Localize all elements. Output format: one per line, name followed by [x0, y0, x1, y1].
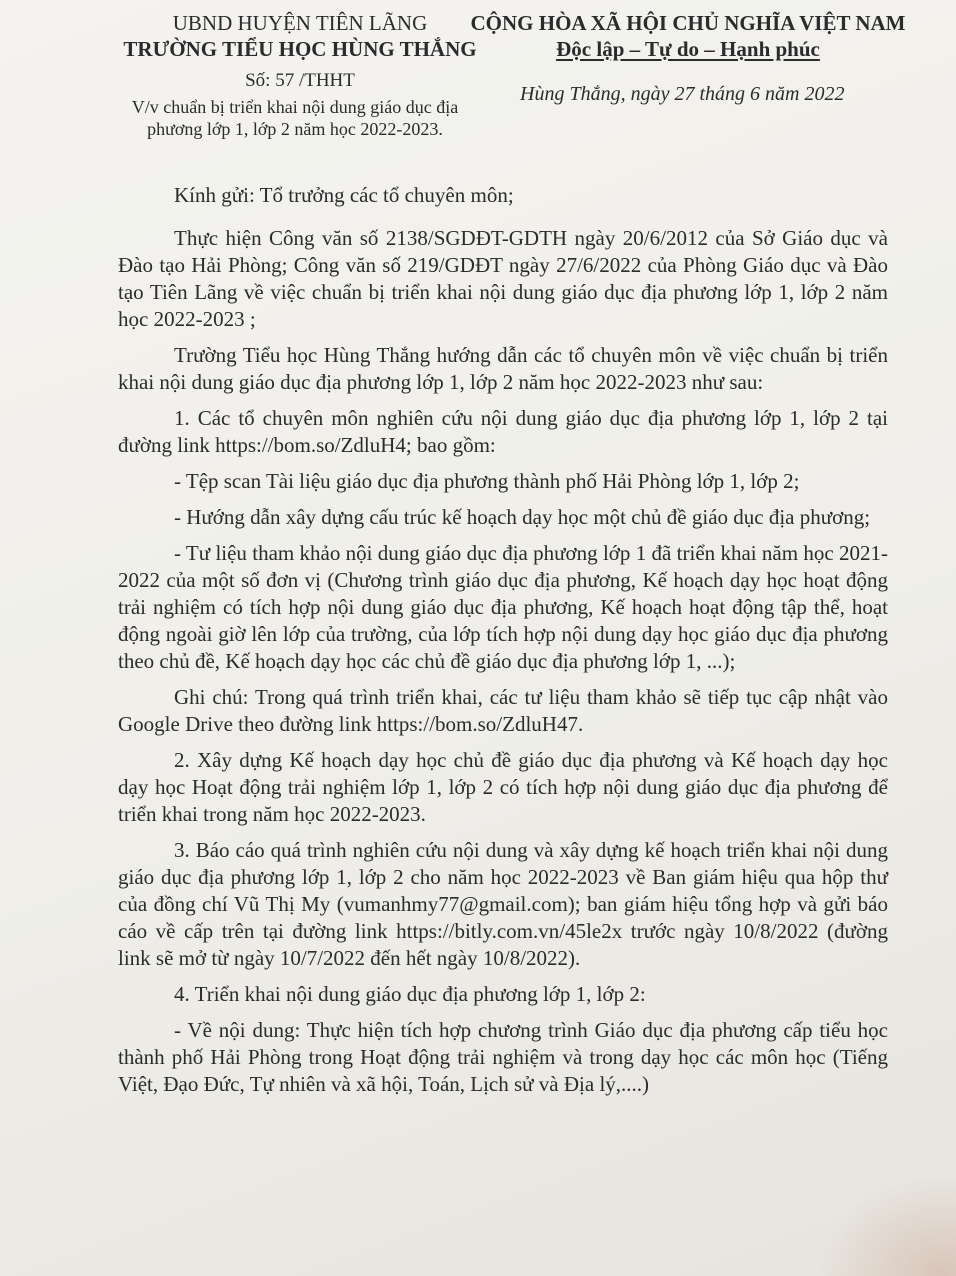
finger-shadow: [816, 1176, 956, 1276]
item-1-a: - Tệp scan Tài liệu giáo dục địa phương thành phố Hải Phòng lớp 1, lớp 2;: [174, 469, 800, 493]
item-4: 4. Triển khai nội dung giáo dục địa phương lớp 1, lớp 2:: [174, 982, 646, 1006]
item-3: 3. Báo cáo quá trình nghiên cứu nội dung và xây dựng kế hoạch triển khai nội dung giáo dục địa phương lớp 1, lớp 2 cho năm học 2022-2023 về Ban giám hiệu qua hộp thư của đồng chí Vũ Thị My (vumanhmy77@gmail.com); ban giám hiệu tổng hợp và gửi báo cáo về cấp trên tại đường link https://bitly.com.vn/45le2x trước ngày 10/8/2022 (đường link sẽ mở từ ngày 10/7/2022 đến hết ngày 10/8/2022).: [118, 838, 888, 970]
national-motto: [468, 10, 908, 62]
school-name: TRƯỜNG TIỂU HỌC HÙNG THẮNG: [123, 37, 477, 61]
item-4-a: - Về nội dung: Thực hiện tích hợp chương trình Giáo dục địa phương cấp tiểu học thành phố Hải Phòng trong Hoạt động trải nghiệm và trong dạy học các môn học (Tiếng Việt, Đạo Đức, Tự nhiên và xã hội, Toán, Lịch sử và Địa lý,....): [118, 1018, 888, 1096]
item-1-c: - Tư liệu tham khảo nội dung giáo dục địa phương lớp 1 đã triển khai năm học 2021-2022 của một số đơn vị (Chương trình giáo dục địa phương, Kế hoạch dạy học hoạt động trải nghiệm có tích hợp nội dung giáo dục địa phương, Kế hoạch hoạt động tập thể, hoạt động ngoài giờ lên lớp của trường, của lớp tích hợp nội dung dạy học giáo dục địa phương theo chủ đề, Kế hoạch dạy học các chủ đề giáo dục địa phương lớp 1, ...);: [118, 541, 888, 673]
issuing-agency: [110, 10, 490, 62]
document-date: Hùng Thắng, ngày 27 tháng 6 năm 2022: [520, 83, 845, 105]
item-1-b: - Hướng dẫn xây dựng cấu trúc kế hoạch dạy học một chủ đề giáo dục địa phương;: [174, 505, 871, 529]
item-2: 2. Xây dựng Kế hoạch dạy học chủ đề giáo dục địa phương và Kế hoạch dạy học dạy học Hoạt động trải nghiệm lớp 1, lớp 2 có tích hợp nội dung giáo dục địa phương để triển khai trong năm học 2022-2023.: [118, 748, 888, 826]
motto: Độc lập – Tự do – Hạnh phúc: [556, 37, 820, 61]
note: Ghi chú: Trong quá trình triển khai, các tư liệu tham khảo sẽ tiếp tục cập nhật vào Google Drive theo đường link https://bom.so/ZdluH47.: [118, 685, 888, 736]
document-number: Số: 57 /THHT: [245, 70, 355, 91]
paragraph-intro: Trường Tiểu học Hùng Thắng hướng dẫn các tổ chuyên môn về việc chuẩn bị triển khai nội dung giáo dục địa phương lớp 1, lớp 2 năm học 2022-2023 như sau:: [118, 343, 888, 394]
nation-name: CỘNG HÒA XÃ HỘI CHỦ NGHĨA VIỆT NAM: [470, 11, 906, 35]
recipient: Kính gửi: Tổ trưởng các tổ chuyên môn;: [174, 183, 514, 207]
document-subject: V/v chuẩn bị triển khai nội dung giáo dục địa phương lớp 1, lớp 2 năm học 2022-2023.: [131, 97, 459, 139]
agency-name: UBND HUYỆN TIÊN LÃNG: [172, 11, 428, 35]
paragraph-basis: Thực hiện Công văn số 2138/SGDĐT-GDTH ngày 20/6/2012 của Sở Giáo dục và Đào tạo Hải Phòng; Công văn số 219/GDĐT ngày 27/6/2022 của Phòng Giáo dục và Đào tạo Tiên Lãng về việc chuẩn bị triển khai nội dung giáo dục địa phương lớp 1, lớp 2 năm học 2022-2023 ;: [118, 226, 888, 331]
item-1: 1. Các tổ chuyên môn nghiên cứu nội dung giáo dục địa phương lớp 1, lớp 2 tại đường link https://bom.so/ZdluH4; bao gồm:: [118, 406, 888, 457]
document-body: [118, 182, 888, 1107]
